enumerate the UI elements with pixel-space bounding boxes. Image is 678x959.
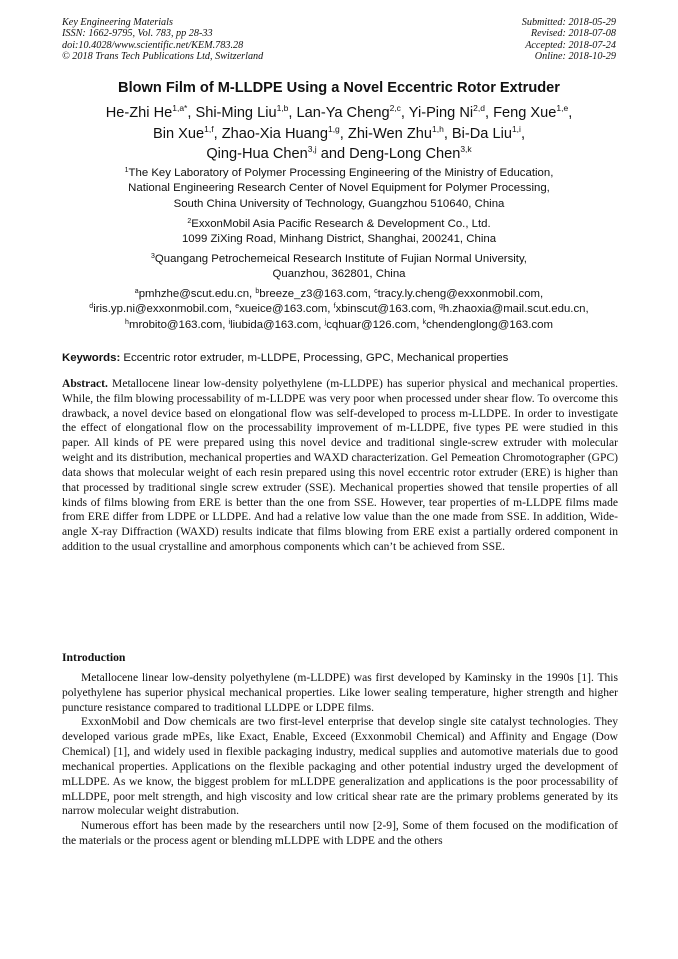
author-affiliation-marker: 1,a* [172, 103, 188, 113]
keywords-label: Keywords: [62, 352, 121, 364]
author-separator: , [443, 125, 452, 142]
author-affiliation-marker: 2,d [473, 103, 485, 113]
accepted-date: Accepted: 2018-07-24 [525, 39, 616, 51]
email-separator: , [249, 288, 256, 300]
abstract-text: Metallocene linear low-density polyethylene (m-LLDPE) has superior physical and mechanical properties. While, the film blowing processability of m-LLDPE was very poor when processed under shear flow. To overcome this drawback, a novel device based on elongational flow was self-developed to process m-LLDPE. In order to investigate the effect of elongational flow on the processability improvement of m-LLDPE, five types PE were studied in this paper. All kinds of PE were prepared using this novel device and traditional single-screw extruder with molecular weight and its distribution, mechanical properties and WAXD characterization. Gel Pemeation Chromotographer (GPC) data shows that molecular weight of each resin prepared using this novel eccentric rotor extruder (ERE) is higher than that processed by traditional single screw extruder (SSE). Mechanical properties showed that tensile properties of all kinds of films blowing from ERE is better than the one from SSE. However, tear properties of m-LLDPE films made from ERE differ from LDPE or LLDPE. And had a relative low value than the one made from SSE. In addition, Wide-angle X-ray Diffraction (WAXD) results indicate that films blowing from ERE exist a partially ordered component in addition to the usual crystalline and amorphous components which can’t be achieved from SSE. [62, 378, 618, 553]
author-name: Feng Xue [493, 105, 557, 121]
author-name: Lan-Ya Cheng [296, 105, 390, 121]
email-address: liubida@163.com [230, 318, 319, 331]
author-name: Zhi-Wen Zhu [347, 125, 432, 142]
author-name: Yi-Ping Ni [408, 105, 474, 121]
email-address: breeze_z3@163.com [259, 288, 368, 300]
email-marker: c [374, 288, 378, 295]
email-marker: k [422, 318, 427, 326]
author-affiliation-marker: 2,c [389, 103, 401, 113]
email-address: tracy.ly.cheng@exxonmobil.com [377, 288, 541, 300]
author-emails [40, 287, 638, 333]
affiliation-1 [40, 166, 638, 212]
email-separator: , [432, 303, 439, 316]
issn-line: ISSN: 1662-9795, Vol. 783, pp 28-33 [62, 28, 213, 40]
email-separator: , [318, 318, 325, 331]
email-marker: j [324, 318, 327, 326]
author-separator: , [187, 105, 196, 121]
email-marker: i [228, 318, 231, 326]
email-separator: , [367, 288, 375, 300]
email-address: h.zhaoxia@mail.scut.edu.cn [442, 303, 586, 316]
author-name: Qing-Hua Chen [206, 146, 308, 162]
author-name: Bi-Da Liu [451, 125, 512, 142]
online-date: Online: 2018-10-29 [534, 50, 616, 62]
email-marker: d [89, 303, 94, 311]
author-name: Deng-Long Chen [349, 146, 461, 162]
email-address: xueice@163.com [239, 303, 328, 316]
copyright-line: © 2018 Trans Tech Publications Ltd, Switzerland [62, 50, 264, 62]
author-name: Shi-Ming Liu [195, 105, 277, 121]
author-separator: , [484, 105, 494, 121]
revised-date: Revised: 2018-07-08 [530, 28, 616, 40]
affiliation-line: Quanzhou, 362801, China [272, 268, 406, 281]
email-address: cqhuar@126.com [326, 318, 417, 331]
author-name: Zhao-Xia Huang [221, 125, 328, 142]
journal-header-left [62, 17, 263, 62]
email-address: pmhzhe@scut.edu.cn [138, 288, 250, 300]
email-marker: f [333, 303, 336, 311]
author-affiliation-marker: 1,h [431, 123, 444, 134]
section-heading-introduction: Introduction [62, 651, 126, 664]
email-separator: , [585, 303, 589, 316]
author-name: Bin Xue [153, 125, 205, 142]
email-address: iris.yp.ni@exxonmobil.com [93, 303, 229, 316]
email-separator: , [327, 303, 334, 316]
affiliation-2 [40, 217, 638, 248]
journal-header-right [522, 17, 616, 62]
author-separator: , [288, 105, 297, 121]
paragraph: ExxonMobil and Dow chemicals are two first-level enterprise that develop single site catalyst technologies. They developed various grade mPEs, like Exact, Enable, Exceed (Exxonmobil Chemical) and Affinity and Engage (Dow Chemical) [1], and widely used in flexible packaging industry, medical supplies and automotive materials due to good mechanical properties. Applications on the flexible packaging and other potential industry urged the development of mLLDPE. As we know, the biggest problem for mLLDPE generalization and applications is the poor processability of mLLDPE, poor melt strength, and high viscosity and low critical shear rate are the primary problems generated by its narrow molecular weight distrabution. [62, 716, 618, 818]
affiliation-marker: 2 [187, 218, 192, 225]
author-affiliation-marker: 1,g [327, 123, 340, 134]
email-separator: , [228, 303, 236, 316]
abstract [62, 377, 618, 555]
affiliation-line: South China University of Technology, Guangzhou 510640, China [173, 197, 505, 210]
affiliation-line: The Key Laboratory of Polymer Processing Engineering of the Ministry of Education, [128, 167, 554, 179]
author-affiliation-marker: 1,i [511, 123, 521, 134]
email-separator: , [416, 318, 423, 331]
abstract-label: Abstract. [62, 378, 108, 390]
author-separator: , [339, 125, 348, 142]
email-separator: , [222, 318, 229, 331]
submitted-date: Submitted: 2018-05-29 [521, 17, 616, 28]
author-affiliation-marker: 3,k [460, 144, 472, 154]
doi-line: doi:10.4028/www.scientific.net/KEM.783.28 [62, 39, 244, 51]
author-affiliation-marker: 1,f [204, 123, 214, 134]
author-affiliation-marker: 1,e [556, 103, 569, 113]
email-address: xbinscut@163.com [335, 303, 433, 316]
email-marker: h [125, 318, 129, 326]
author-separator: , [213, 125, 222, 142]
author-separator: and [316, 146, 350, 162]
paper-title: Blown Film of M-LLDPE Using a Novel Eccentric Rotor Extruder [118, 80, 560, 96]
author-separator: , [568, 105, 573, 121]
email-marker: g [438, 303, 443, 311]
journal-name: Key Engineering Materials [62, 17, 173, 28]
introduction-body [62, 671, 618, 849]
paragraph: Numerous effort has been made by the researchers until now [2-9], Some of them focused on the modification of the materials or the process agent or blending mLLDPE with LDPE and the others [62, 820, 618, 847]
author-affiliation-marker: 3,j [307, 144, 317, 154]
email-separator: , [540, 288, 544, 300]
keywords-text: Eccentric rotor extruder, m-LLDPE, Processing, GPC, Mechanical properties [120, 352, 509, 364]
author-separator: , [520, 125, 525, 142]
author-name: He-Zhi He [105, 105, 173, 121]
affiliation-line: ExxonMobil Asia Pacific Research & Development Co., Ltd. [191, 218, 491, 230]
affiliation-marker: 1 [124, 167, 129, 174]
author-separator: , [400, 105, 409, 121]
paragraph: Metallocene linear low-density polyethylene (m-LLDPE) was first developed by Kaminsky in the 1990s [1]. This polyethylene has superior physical mechanical properties. Like lower sealing temperature, higher strength and higher puncture resistance compared to traditional LLDPE or LDPE films. [62, 672, 618, 714]
email-marker: a [134, 288, 139, 295]
email-address: mrobito@163.com [128, 318, 223, 331]
author-affiliation-marker: 1,b [276, 103, 289, 113]
affiliation-line: 1099 ZiXing Road, Minhang District, Shanghai, 200241, China [181, 233, 497, 246]
affiliation-3 [40, 252, 638, 283]
email-address: chendenglong@163.com [426, 318, 553, 331]
email-marker: e [235, 303, 240, 311]
keywords [62, 351, 618, 366]
author-list [40, 103, 638, 165]
affiliation-line: National Engineering Research Center of Novel Equipment for Polymer Processing, [128, 182, 550, 195]
email-marker: b [255, 288, 260, 295]
affiliation-marker: 3 [151, 253, 155, 260]
affiliation-line: Quangang Petrochemeical Research Institute of Fujian Normal University, [154, 253, 527, 265]
